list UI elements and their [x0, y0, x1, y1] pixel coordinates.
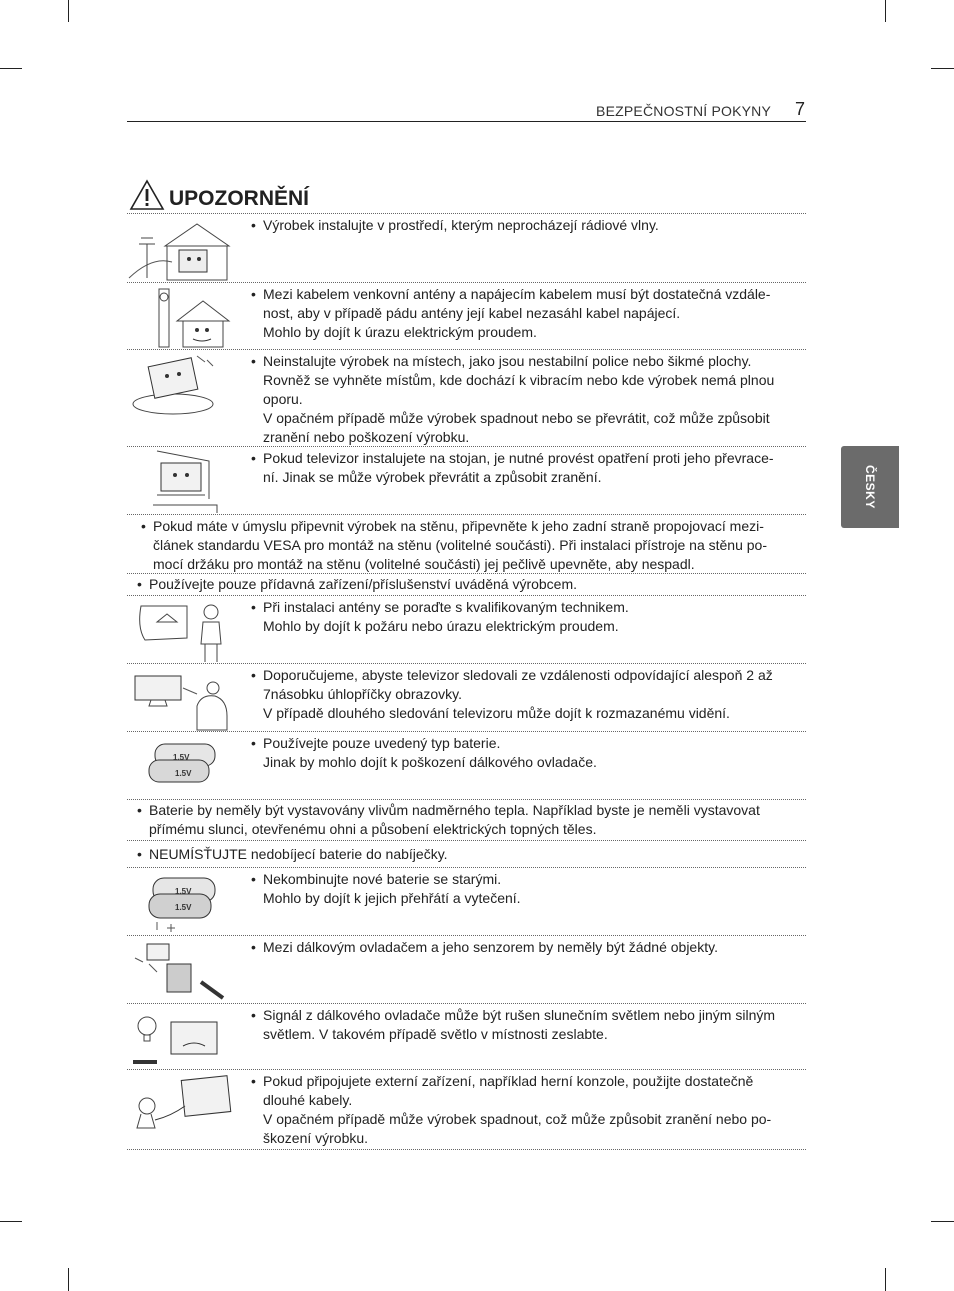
- item-text-line: Pokud připojujete externí zařízení, například herní konzole, použijte dostatečně: [263, 1073, 754, 1089]
- item-text-line: Nekombinujte nové baterie se starými.: [263, 871, 502, 887]
- list-item: 1.5V 1.5V • Nekombinujte nové baterie se starými. Mohlo by dojít k jejich přehřátí a vytečení.: [127, 867, 806, 936]
- language-tab-label: ČESKY: [863, 465, 877, 509]
- list-item: • NEUMÍSŤUJTE nedobíjecí baterie do nabíječky.: [127, 840, 806, 868]
- item-text-line: Baterie by neměly být vystavovány vlivům nadměrného tepla. Například byste je neměli vystavovat: [149, 802, 760, 818]
- list-item: 1.5V 1.5V • Používejte pouze uvedený typ baterie. Jinak by mohlo dojít k poškození dálkového ovladače.: [127, 731, 806, 800]
- crop-mark: [68, 0, 69, 22]
- list-item: • Baterie by neměly být vystavovány vlivům nadměrného tepla. Například byste je neměli vystavovat přímému slunci, otevřenému ohni a působení elektrických topných těles.: [127, 799, 806, 841]
- list-item: • Pokud televizor instalujete na stojan, je nutné provést opatření proti jeho převrace- ní. Jinak se může výrobek převrátit a způsobit zranění.: [127, 446, 806, 515]
- list-item: • Používejte pouze přídavná zařízení/příslušenství uváděná výrobcem.: [127, 573, 806, 596]
- item-text-line: Pokud máte v úmyslu připevnit výrobek na stěnu, připevněte k jeho zadní straně propojovací mezi-: [153, 518, 764, 534]
- item-text-line: V opačném případě může výrobek spadnout nebo se převrátit, což může způsobit: [263, 410, 770, 426]
- item-text-line: Signál z dálkového ovladače může být rušen slunečním světlem nebo jiným silným: [263, 1007, 776, 1023]
- item-text-line: V opačném případě může výrobek spadnout, což může způsobit zranění nebo po-: [263, 1111, 772, 1127]
- item-text-line: Mohlo by dojít k úrazu elektrickým proudem.: [263, 324, 537, 340]
- item-text-line: Mohlo by dojít k jejich přehřátí a vytečení.: [263, 890, 521, 906]
- item-text-line: Pokud televizor instalujete na stojan, je nutné provést opatření proti jeho převrace-: [263, 450, 774, 466]
- mixed-batteries-illustration: [127, 870, 233, 934]
- crop-mark: [68, 1268, 69, 1291]
- unstable-tv-illustration: [127, 352, 233, 428]
- item-text-line: zranění nebo poškození výrobku.: [263, 429, 470, 445]
- list-item: • Doporučujeme, abyste televizor sledovali ze vzdálenosti odpovídající alespoň 2 až 7násobku úhlopříčky obrazovky. V případě dlouhého sledování televizoru může dojít k rozmazanému vidění.: [127, 663, 806, 732]
- page-title: UPOZORNĚNÍ: [169, 187, 310, 210]
- list-item: • Mezi kabelem venkovní antény a napájecím kabelem musí být dostatečná vzdále- nost, aby v případě pádu antény její kabel nezasáhl kabel napájecí. Mohlo by dojít k úrazu elektrickým proudem.: [127, 282, 806, 350]
- item-text-line: škození výrobku.: [263, 1130, 369, 1146]
- remote-obstacle-illustration: [127, 938, 233, 1002]
- item-text-line: Používejte pouze přídavná zařízení/příslušenství uváděná výrobcem.: [149, 576, 578, 592]
- item-text-line: Neinstalujte výrobek na místech, jako jsou nestabilní police nebo šikmé plochy.: [263, 353, 752, 369]
- item-text-line: Jinak by mohlo dojít k poškození dálkového ovladače.: [263, 754, 597, 770]
- item-text-line: Výrobek instalujte v prostředí, kterým neprocházejí rádiové vlny.: [263, 217, 659, 233]
- item-text-line: Používejte pouze uvedený typ baterie.: [263, 735, 501, 751]
- remote-light-interference-illustration: [127, 1006, 233, 1070]
- crop-mark: [931, 68, 954, 69]
- section-heading: [129, 175, 309, 211]
- item-text-line: Mezi dálkovým ovladačem a jeho senzorem by neměly být žádné objekty.: [263, 939, 718, 955]
- list-item: • Pokud máte v úmyslu připevnit výrobek na stěnu, připevněte k jeho zadní straně propojovací mezi- článek standardu VESA pro montáž na stěnu (volitelné součásti). Při instalaci přístroje na stěnu po- mocí držáku pro montáž na stěnu (volitelné součásti) jej pečlivě upevněte, aby nespadl.: [127, 514, 806, 574]
- item-text-line: NEUMÍSŤUJTE nedobíjecí baterie do nabíječky.: [149, 846, 448, 862]
- external-device-cable-illustration: [127, 1072, 233, 1138]
- crop-mark: [885, 1268, 886, 1291]
- house-antenna-illustration: [127, 216, 233, 282]
- item-text-line: světlem. V takovém případě světlo v místnosti zeslabte.: [263, 1026, 608, 1042]
- crop-mark: [931, 1221, 954, 1222]
- list-item: • Při instalaci antény se poraďte s kvalifikovaným technikem. Mohlo by dojít k požáru nebo úrazu elektrickým proudem.: [127, 595, 806, 664]
- language-tab: [841, 446, 899, 528]
- item-text-line: ní. Jinak se může výrobek převrátit a způsobit zranění.: [263, 469, 602, 485]
- list-item: • Mezi dálkovým ovladačem a jeho senzorem by neměly být žádné objekty.: [127, 935, 806, 1004]
- item-text-line: Rovněž se vyhněte místům, kde dochází k vibracím nebo kde výrobek nemá plnou: [263, 372, 775, 388]
- list-item: • Výrobek instalujte v prostředí, kterým neprocházejí rádiové vlny.: [127, 213, 806, 283]
- technician-illustration: [127, 598, 233, 664]
- item-text-line: oporu.: [263, 391, 303, 407]
- item-text-line: Doporučujeme, abyste televizor sledovali ze vzdálenosti odpovídající alespoň 2 až: [263, 667, 773, 683]
- item-text-line: Mezi kabelem venkovní antény a napájecím kabelem musí být dostatečná vzdále-: [263, 286, 771, 302]
- battery-label: 1.5V: [175, 769, 192, 778]
- page-number: 7: [795, 99, 806, 119]
- battery-label: 1.5V: [173, 753, 190, 762]
- tv-stand-illustration: [127, 449, 233, 515]
- crop-mark: [0, 1221, 22, 1222]
- item-text-line: V případě dlouhého sledování televizoru může dojít k rozmazanému vidění.: [263, 705, 730, 721]
- item-text-line: přímému slunci, otevřenému ohni a působení elektrických topných těles.: [149, 821, 597, 837]
- item-text-line: Mohlo by dojít k požáru nebo úrazu elektrickým proudem.: [263, 618, 619, 634]
- battery-label: 1.5V: [175, 903, 192, 912]
- list-item: • Neinstalujte výrobek na místech, jako jsou nestabilní police nebo šikmé plochy. Rovněž se vyhněte místům, kde dochází k vibracím nebo kde výrobek nemá plnou oporu. V opačném případě může výrobek spadnout nebo se převrátit, což může způsobit zranění nebo poškození výrobku.: [127, 349, 806, 447]
- item-text-line: dlouhé kabely.: [263, 1092, 353, 1108]
- list-item: • Pokud připojujete externí zařízení, například herní konzole, použijte dostatečně dlouhé kabely. V opačném případě může výrobek spadnout, což může způsobit zranění nebo po- škození výrobku.: [127, 1069, 806, 1150]
- item-text-line: 7násobku úhlopříčky obrazovky.: [263, 686, 462, 702]
- viewing-distance-illustration: [127, 666, 233, 732]
- item-text-line: Při instalaci antény se poraďte s kvalifikovaným technikem.: [263, 599, 629, 615]
- header-rule: [127, 121, 806, 122]
- item-text-line: článek standardu VESA pro montáž na stěnu (volitelné součásti). Při instalaci přístroje na stěnu po-: [153, 537, 767, 553]
- header-section-title: BEZPEČNOSTNÍ POKYNY: [596, 103, 771, 119]
- item-text-line: mocí držáku pro montáž na stěnu (volitelné součásti) jej pečlivě upevněte, aby nespadl.: [153, 556, 695, 572]
- crop-mark: [0, 68, 22, 69]
- list-item: • Signál z dálkového ovladače může být rušen slunečním světlem nebo jiným silným světlem. V takovém případě světlo v místnosti zeslabte.: [127, 1003, 806, 1070]
- crop-mark: [885, 0, 886, 22]
- antenna-cable-illustration: [127, 285, 233, 349]
- battery-label: 1.5V: [175, 887, 192, 896]
- warning-icon: [129, 179, 165, 211]
- item-text-line: nost, aby v případě pádu antény její kabel nezasáhl kabel napájecí.: [263, 305, 681, 321]
- batteries-illustration: [127, 734, 233, 794]
